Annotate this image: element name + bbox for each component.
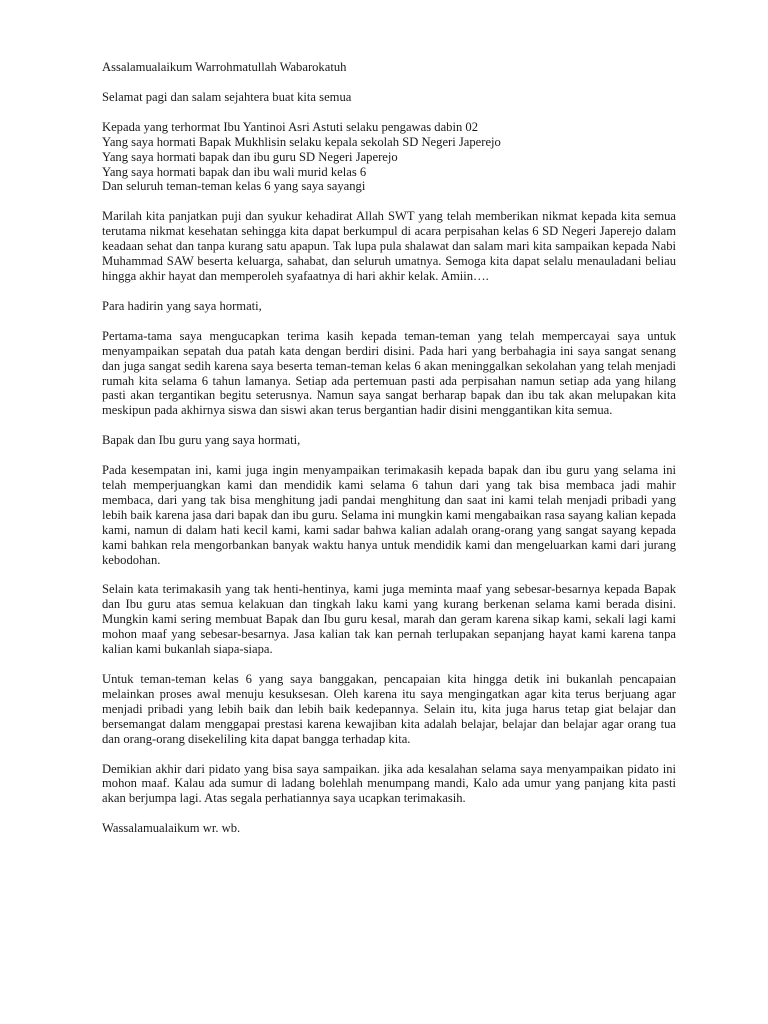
friends-paragraph: Untuk teman-teman kelas 6 yang saya banggakan, pencapaian kita hingga detik ini bukanlah pencapaian melainkan proses awal menuju kesuksesan. Oleh karena itu saya mengingatkan agar kita terus berjuang agar menjadi pribadi yang lebih baik dan lebih baik kedepannya. Selain itu, kita juga harus tetap giat belajar dan bersemangat dalam menggapai prestasi karena kewajiban kita adalah belajar, belajar dan belajar agar orang tua dan orang-orang disekeliling kita dapat bangga terhadap kita.	[102, 672, 676, 746]
addressee-line: Dan seluruh teman-teman kelas 6 yang saya sayangi	[102, 179, 366, 194]
opening-paragraph: Marilah kita panjatkan puji dan syukur kehadirat Allah SWT yang telah memberikan nikmat kepada kita semua terutama nikmat kesehatan sehingga kita dapat berkumpul di acara perpisahan kelas 6 SD Negeri Japerejo dalam keadaan sehat dan tanpa kurang satu apapun. Tak lupa pula shalawat dan salam mari kita sampaikan kepada Nabi Muhammad SAW beserta keluarga, sahabat, dan seluruh umatnya. Semoga kita dapat selalu menauladani beliau hingga akhir hayat dan memperoleh syafaatnya di hari akhir kelak. Amiin….	[102, 209, 676, 283]
closing-paragraph: Demikian akhir dari pidato yang bisa saya sampaikan. jika ada kesalahan selama saya menyampaikan pidato ini mohon maaf. Kalau ada sumur di ladang bolehlah menumpang mandi, Kalo ada umur yang panjang kita pasti akan berjumpa lagi. Atas segala perhatiannya saya ucapkan terimakasih.	[102, 761, 676, 806]
teachers-address: Bapak dan Ibu guru yang saya hormati,	[102, 433, 301, 448]
audience-address: Para hadirin yang saya hormati,	[102, 298, 262, 313]
speech-document	[102, 60, 676, 851]
addressee-line: Kepada yang terhormat Ibu Yantinoi Asri Astuti selaku pengawas dabin 02	[102, 119, 478, 134]
addressee-line: Yang saya hormati bapak dan ibu guru SD Negeri Japerejo	[102, 149, 398, 164]
apology-paragraph: Selain kata terimakasih yang tak henti-hentinya, kami juga meminta maaf yang sebesar-besarnya kepada Bapak dan Ibu guru atas semua kelakuan dan tingkah laku kami yang kurang berkenan selama kami berada disini. Mungkin kami sering membuat Bapak dan Ibu guru kesal, marah dan geram karena sikap kami, sekali lagi kami mohon maaf yang sebesar-besarnya. Jasa kalian tak kan pernah terlupakan sepanjang hayat kami karena tanpa kalian kami bukanlah siapa-siapa.	[102, 582, 676, 657]
addressee-list	[102, 120, 676, 195]
thanks-friends-paragraph: Pertama-tama saya mengucapkan terima kasih kepada teman-teman yang telah mempercayai saya untuk menyampaikan sepatah dua patah kata dengan berdiri disini. Pada hari yang berbahagia ini saya sangat senang dan juga sangat sedih karena saya beserta teman-teman kelas 6 akan meninggalkan sekolahan yang telah menjadi rumah kita selama 6 tahun lamanya. Setiap ada pertemuan pasti ada perpisahan namun setiap ada yang hilang pasti akan tergantikan begitu seterusnya. Namun saya sangat berharap bapak dan ibu tak akan melupakan kita meskipun pada akhirnya siswa dan siswi akan terus bergantian hadir disini menggantikan kita semua.	[102, 328, 676, 418]
addressee-line: Yang saya hormati bapak dan ibu wali murid kelas 6	[102, 164, 367, 179]
thanks-teachers-paragraph: Pada kesempatan ini, kami juga ingin menyampaikan terimakasih kepada bapak dan ibu guru yang selama ini telah memperjuangkan kami dan mendidik kami selama 6 tahun dari yang tak bisa membaca jadi mahir membaca, dari yang tak bisa menghitung jadi pandai menghitung dan saat ini kami telah menjadi pribadi yang lebih baik karena jasa dari bapak dan ibu guru. Selama ini mungkin kami mengabaikan rasa sayang kalian kepada kami, namun di dalam hati kecil kami, kami sadar bahwa kalian adalah orang-orang yang sangat sayang kepada kami bahkan rela mengorbankan banyak waktu hanya untuk mendidik kami dan mengeluarkan kami dari jurang kebodohan.	[102, 463, 676, 567]
salutation: Selamat pagi dan salam sejahtera buat kita semua	[102, 89, 352, 104]
addressee-line: Yang saya hormati Bapak Mukhlisin selaku kepala sekolah SD Negeri Japerejo	[102, 134, 501, 149]
greeting: Assalamualaikum Warrohmatullah Wabarokatuh	[102, 60, 347, 74]
farewell: Wassalamualaikum wr. wb.	[102, 821, 241, 836]
